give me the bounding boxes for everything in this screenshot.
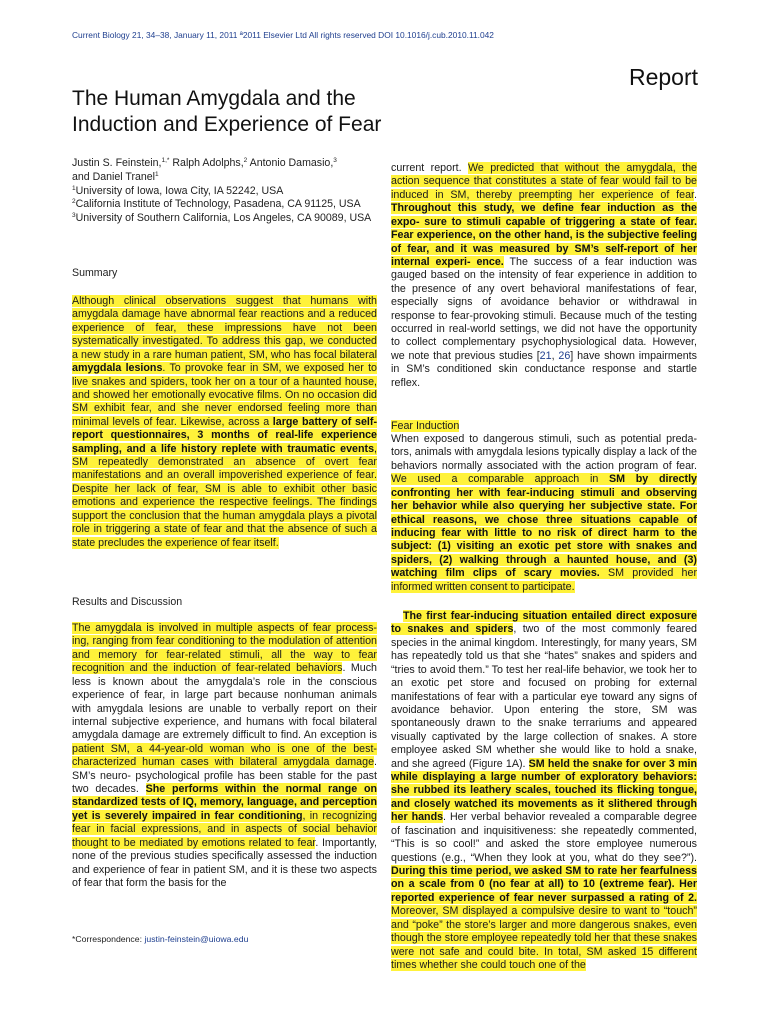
- text-run: ] have shown impairments in SM’s conditioned skin conductance response and startle reflex.: [391, 349, 697, 389]
- highlighted-text: amygdala lesions: [72, 362, 163, 375]
- author-superscript: 3: [333, 157, 337, 164]
- correspondence-email-link[interactable]: justin-feinstein@uiowa.edu: [144, 934, 249, 944]
- fear-induction-paragraph: [391, 433, 697, 594]
- fear-induction-heading: [391, 420, 459, 432]
- highlighted-text: SM provided her informed written consent to participate.: [391, 567, 697, 593]
- text-run: . Importantly, none of the previous studies specifically assessed the induction and experience of fear in patient SM, and it is these two aspects of fear that form the basis for the: [72, 836, 377, 890]
- paper-title: [72, 86, 472, 138]
- highlighted-text: During this time period, we asked SM to rate her fearfulness on a scale from 0 (no fear at all) to 10 (extreme fear). Her reported experience of fear never surpassed a rating of 2.: [391, 865, 697, 904]
- text-run: current report.: [391, 162, 468, 174]
- citation-reference-link[interactable]: 26: [558, 349, 571, 362]
- affiliation-text: California Institute of Technology, Pasadena, CA 91125, USA: [75, 198, 361, 211]
- text-run: ,: [551, 349, 559, 362]
- affiliation-superscript: 1: [72, 184, 76, 192]
- highlighted-text: large battery of self-report questionnaires, 3 months of real-life experience sampling, and a life history replete with traumatic events: [72, 415, 377, 455]
- highlighted-text: The first fear-inducing situation entailed direct exposure to snakes and spiders: [391, 610, 697, 636]
- author-superscript: 2: [243, 157, 248, 164]
- author-name: Antonio Damasio,: [247, 157, 334, 169]
- affiliation-2-3: [72, 198, 372, 226]
- title-line-2: Induction and Experience of Fear: [72, 113, 382, 136]
- author-name: and Daniel Tranel: [72, 170, 156, 183]
- affiliation-superscript: 2: [72, 198, 76, 206]
- text-run: . Her verbal behavior revealed a comparable degree of fascination and inquisitiveness: she repeatedly commented, “This is so cool!” and asked the store employee numerous questions (e.g., “When they look at you, what do they see?”).: [391, 811, 697, 864]
- title-line-1: The Human Amygdala and the: [72, 87, 356, 110]
- author-superscript: 1,*: [161, 157, 170, 164]
- highlighted-text: , SM repeatedly demonstrated an absence of overt fear manifestations and an overall impoverished experience of fear. Despite her lack of fear, SM is able to exhibit other basic emotions and experience the respective feelings. The findings support the conclusion that the human amygdala plays a pivotal role in triggering a state of fear and that the absence of such a state precludes the experience of fear itself.: [72, 442, 377, 549]
- text-run: . SM’s neuro- psychological profile has been stable for the past two decades.: [72, 756, 377, 796]
- highlighted-text: patient SM, a 44-year-old woman who is one of the best-characterized human cases with bilateral amygdala damage: [72, 742, 377, 769]
- affiliation-text: University of Southern California, Los Angeles, CA 90089, USA: [75, 212, 372, 225]
- citation-text[interactable]: Current Biology 21, 34–38, January 11, 2011 ª2011 Elsevier Ltd All rights reserved DOI 10.1016/j.cub.2010.11.042: [72, 30, 494, 40]
- highlighted-text: We used a comparable approach in: [391, 473, 610, 486]
- author-block: [72, 157, 372, 226]
- text-run: . Much less is known about the amygdala’s role in the conscious experience of fear, in large part because nonhuman animals with amygdala lesions are unable to verbally report on their internal subjective experience, and humans with focal bilateral amygdala damage are extremely difficult to find. An exception is: [72, 662, 378, 742]
- text-run: .: [694, 188, 697, 201]
- text-run: When exposed to dangerous stimuli, such as potential preda- tors, animals with amygdala lesions typically display a lack of the behaviors normally associated with the action program of fear.: [391, 433, 697, 472]
- highlighted-text: We predicted that without the amygdala, the action sequence that constitutes a state of fear would fail to be induced in SM, thereby preempting her experience of fear: [391, 162, 697, 201]
- summary-paragraph: [72, 295, 377, 550]
- correspondence-note: [72, 934, 248, 944]
- highlighted-text: Although clinical observations suggest that humans with amygdala damage have abnormal fear reactions and a reduced experience of fear, these impressions have not been systematically investigated. To address this gap, we conducted a new study in a rare human patient, SM, who has focal bilateral: [72, 295, 377, 361]
- affiliation-1: [72, 185, 372, 199]
- text-run: , two of the most commonly feared species in the animal kingdom. Interestingly, for many years, SM has repeatedly told us that she “hates” snakes and spiders and “tries to avoid them.” To test her real-life behavior, we took her to an exotic pet store and focused on probing for external manifestations of fear with a particular eye toward any signs of avoidance behavior. Upon entering the store, SM was spontaneously drawn to the snake terrariums and appeared visually captivated by the large collection of snakes. A store employee asked SM whether she would like to hold a snake, and she agreed (Figure 1A).: [391, 623, 697, 770]
- fear-induction-heading-text: Fear Induction: [391, 420, 460, 432]
- correspondence-label: *Correspondence:: [72, 934, 145, 944]
- snakes-spiders-paragraph: [391, 610, 697, 972]
- affiliation-superscript: 3: [72, 212, 76, 220]
- results-paragraph: [72, 622, 377, 890]
- author-line-1: [72, 157, 372, 171]
- highlighted-text: Moreover, SM displayed a compulsive desire to want to “touch” and “poke” the store’s larger and more dangerous snakes, even though the store employee repeatedly told her that these snakes were not safe and could bite. In total, SM asked 15 different times whether she could touch one of the: [391, 905, 697, 971]
- highlighted-text: The amygdala is involved in multiple aspects of fear process- ing, ranging from fear conditioning to the modulation of attention and memory for fear-related stimuli, all the way to fear recognition and the induction of fear-related behaviors: [72, 622, 377, 675]
- highlighted-text: . To provoke fear in SM, we exposed her to live snakes and spiders, took her on a tour of a haunted house, and showed her emotionally evocative films. On no occasion did SM exhibit fear, and she never endorsed feeling more than minimal levels of fear. Likewise, across a: [72, 362, 377, 428]
- text-run: The success of a fear induction was gauged based on the intensity of fear experience in addition to the presence of any overt behavioral manifestations of fear, especially signs of avoidance behavior or withdrawal in response to fear-provoking stimuli. Because much of the testing occurred in real-world settings, we did not have the opportunity to collect complementary psychophysiological data. However, we note that previous studies [: [391, 255, 697, 362]
- highlighted-text: Throughout this study, we define fear induction as the expo- sure to stimuli capable of triggering a state of fear. Fear experience, on the other hand, is the subjective feeling of fear, and it was measured by SM’s self-report of her internal experi- ence.: [391, 202, 697, 268]
- highlighted-text: , in recognizing fear in facial expressions, and in aspects of social behavior thought to be mediated by emotions related to fear: [72, 809, 377, 849]
- author-name: Ralph Adolphs,: [169, 157, 244, 169]
- author-superscript: 1: [155, 170, 159, 178]
- author-name: Justin S. Feinstein,: [72, 157, 162, 169]
- summary-heading: Summary: [72, 267, 118, 279]
- highlighted-text: She performs within the normal range on standardized tests of IQ, memory, language, and perception yet is severely impaired in fear conditioning: [72, 783, 377, 822]
- intro-continued-paragraph: [391, 162, 697, 390]
- author-line-2: [72, 171, 372, 185]
- citation-reference-link[interactable]: 21: [539, 349, 552, 362]
- highlighted-text: SM held the snake for over 3 min while displaying a large number of exploratory behaviors: she rubbed its leathery scales, touched its flicking tongue, and closely watched its movements as it slithered through her hands: [391, 757, 697, 824]
- article-type-label: Report: [628, 64, 698, 90]
- journal-citation: [72, 30, 494, 40]
- highlighted-text: SM by directly confronting her with fear-inducing stimuli and observing her behavior while also querying her subjective state. For ethical reasons, we chose three situations capable of inducing fear with little to no risk of direct harm to the subject: (1) visiting an exotic pet store with snakes and spiders, (2) walking through a haunted house, and (3) watching film clips of scary movies.: [391, 473, 697, 580]
- results-heading: Results and Discussion: [72, 596, 183, 608]
- affiliation-text: University of Iowa, Iowa City, IA 52242, USA: [75, 184, 284, 197]
